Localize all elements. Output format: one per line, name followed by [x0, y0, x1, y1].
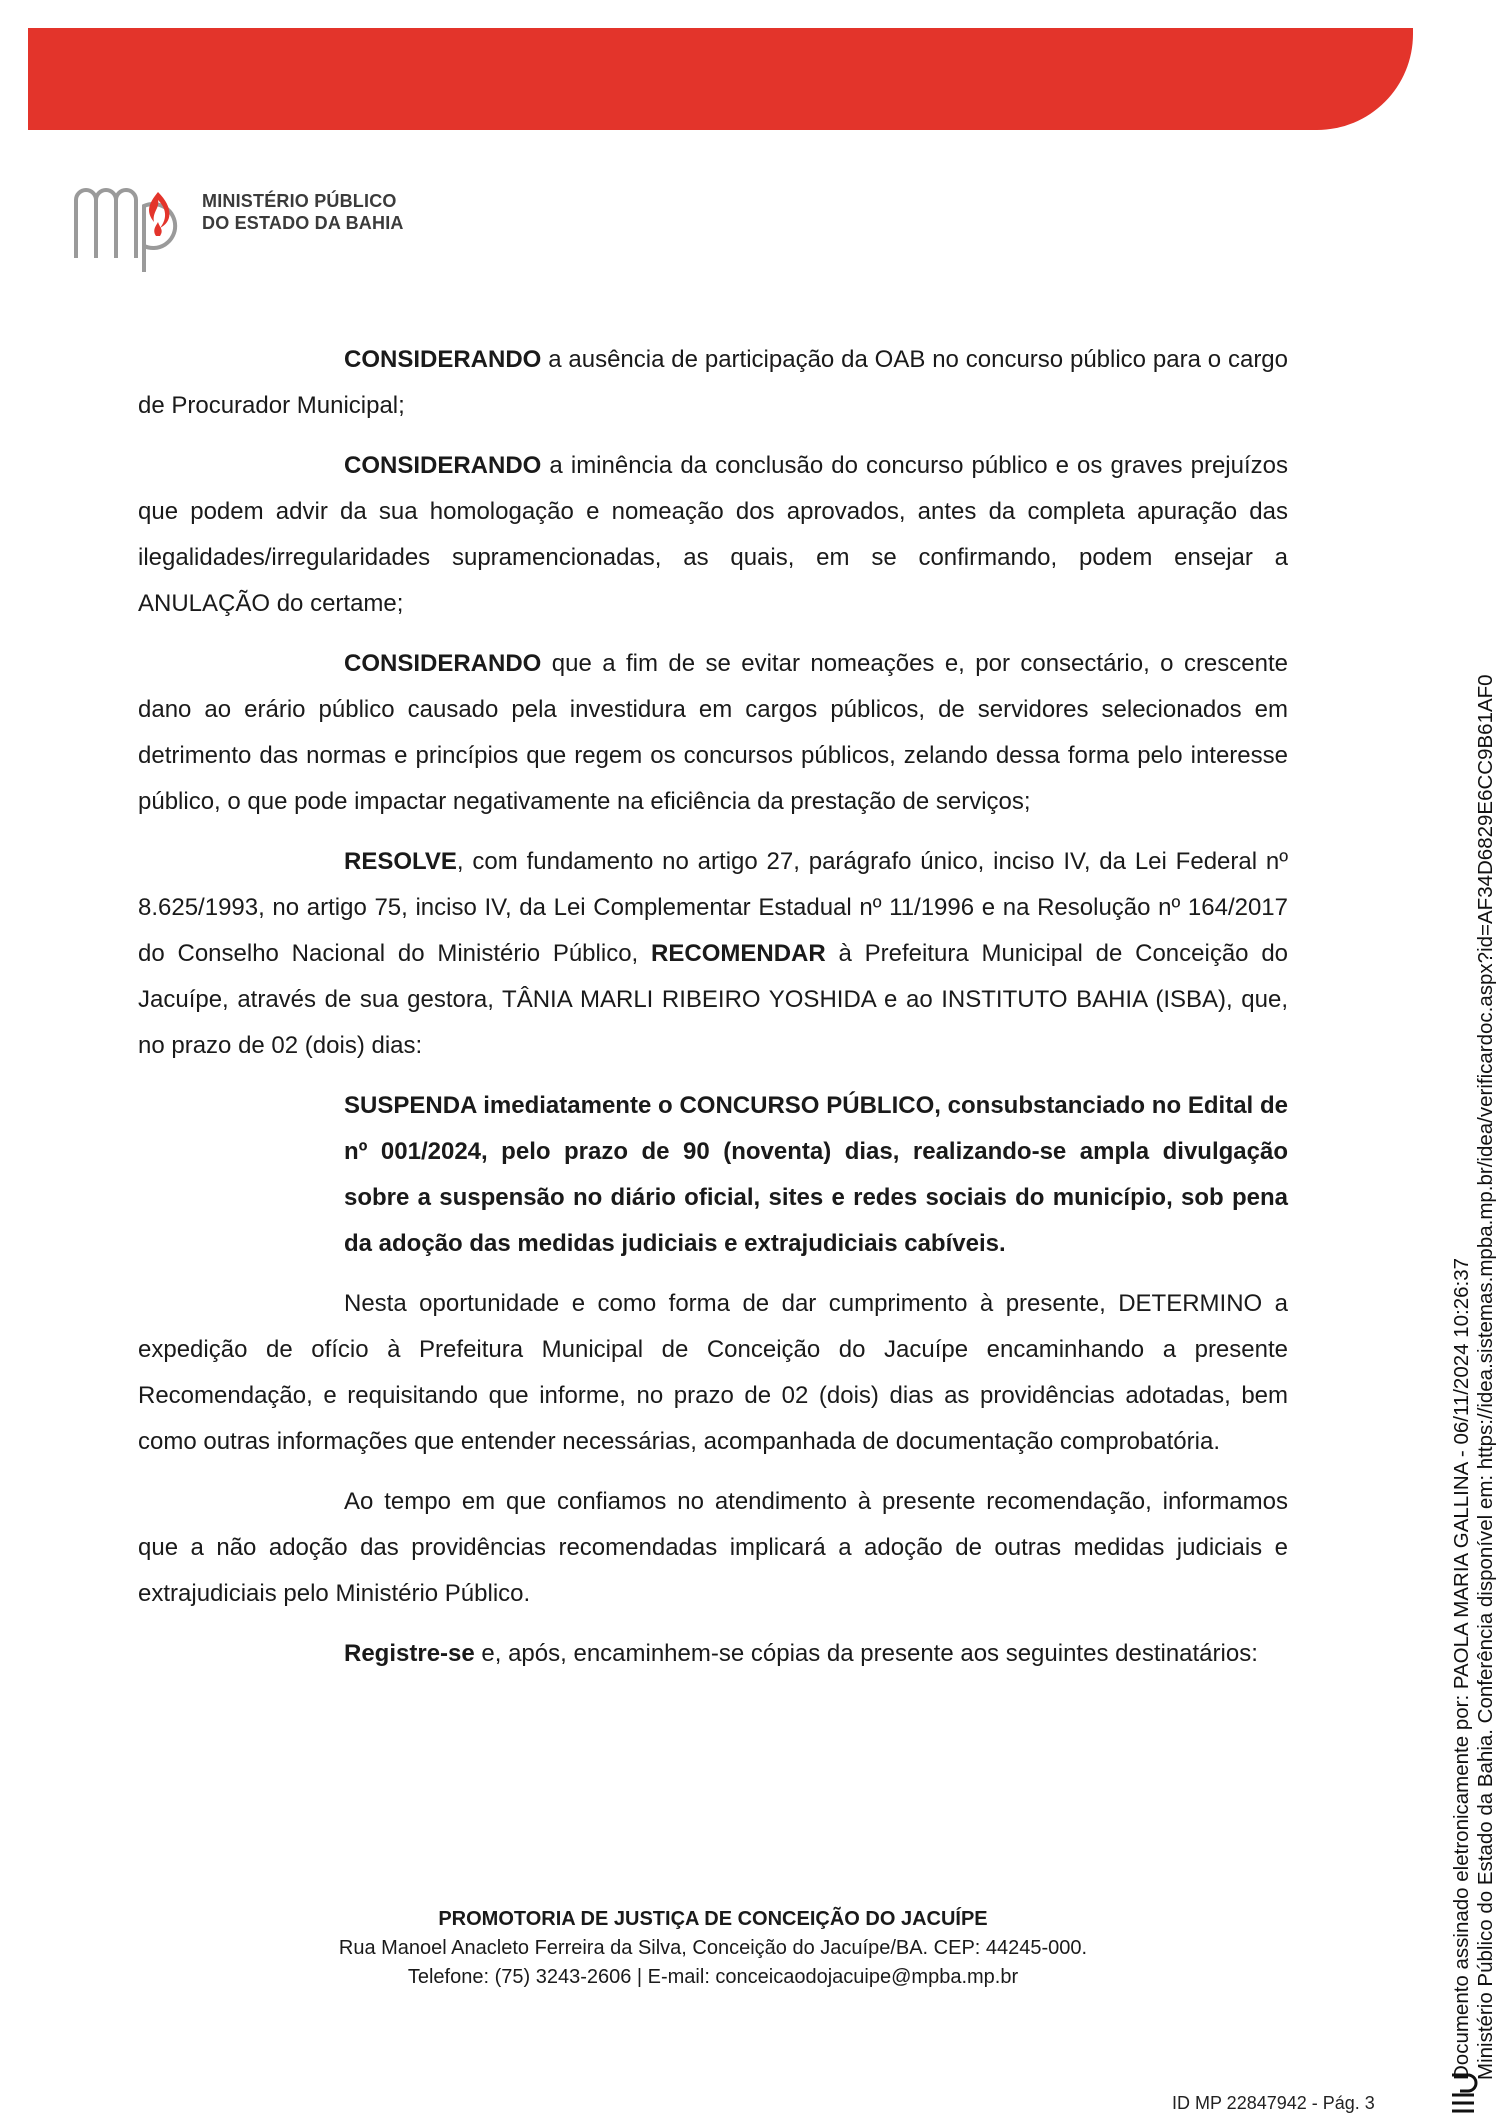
lead-word: CONSIDERANDO	[344, 346, 542, 373]
paragraph-considerando-3	[138, 641, 1288, 825]
paragraph-text: que a fim de se evitar nomeações e, por consectário, o crescente dano ao erário público causado pela investidura em cargos públicos, de servidores selecionados em detrimento das normas e princípios que regem os concursos públicos, zelando dessa forma pelo interesse público, o que pode impactar negativamente na eficiência da prestação de serviços;	[138, 650, 1288, 815]
paragraph-text: à Prefeitura Municipal de Conceição do Jacuípe, através de sua gestora, TÂNIA MARLI RIBEIRO YOSHIDA e ao INSTITUTO BAHIA (ISBA), que, no prazo de 02 (dois) dias:	[138, 940, 1289, 1059]
signature-stamp	[1450, 674, 1498, 2080]
paragraph-text: a ausência de participação da OAB no concurso público para o cargo de Procurador Municipal;	[138, 346, 1288, 419]
lead-word: Registre-se	[344, 1640, 475, 1667]
recomendar-word: RECOMENDAR	[651, 940, 826, 967]
lead-word: CONSIDERANDO	[344, 452, 542, 479]
paragraph-text: e, após, encaminhem-se cópias da presente aos seguintes destinatários:	[474, 1640, 1258, 1667]
org-name	[202, 190, 404, 234]
paragraph-confiamos: Ao tempo em que confiamos no atendimento à presente recomendação, informamos que a não adoção das providências recomendadas implicará a adoção de outras medidas judiciais e extrajudiciais pelo Ministério Público.	[138, 1488, 1288, 1607]
signature-line2: Ministério Público do Estado da Bahia. Conferência disponível em: https://idea.sistemas.mpba.mp.br/idea/verificardoc.aspx?id=AF34D6829E6CC9B61AF0	[1474, 674, 1497, 2080]
paragraph-determino: Nesta oportunidade e como forma de dar cumprimento à presente, DETERMINO a expedição de ofício à Prefeitura Municipal de Conceição do Jacuípe encaminhando a presente Recomendação, e requisitando que informe, no prazo de 02 (dois) dias as providências adotadas, bem como outras informações que entender necessárias, acompanhada de documentação comprobatória.	[138, 1290, 1288, 1455]
lead-word: CONSIDERANDO	[344, 650, 542, 677]
org-name-line2: DO ESTADO DA BAHIA	[202, 213, 404, 233]
page-footer	[138, 1905, 1288, 1992]
org-name-line1: MINISTÉRIO PÚBLICO	[202, 191, 397, 211]
signature-line1: Documento assinado eletronicamente por: PAOLA MARIA GALLINA - 06/11/2024 10:26:37	[1450, 1257, 1473, 2080]
paragraph-resolve	[138, 839, 1288, 1069]
footer-address: Rua Manoel Anacleto Ferreira da Silva, Conceição do Jacuípe/BA. CEP: 44245-000.	[338, 1937, 1088, 1959]
paragraph-suspenda: SUSPENDA imediatamente o CONCURSO PÚBLICO, consubstanciado no Edital de nº 001/2024, pelo prazo de 90 (noventa) dias, realizando-se ampla divulgação sobre a suspensão no diário oficial, sites e redes sociais do município, sob pena da adoção das medidas judiciais e extrajudiciais cabíveis.	[344, 1092, 1288, 1257]
page-id: ID MP 22847942 - Pág. 3	[1172, 2093, 1375, 2113]
mp-logo-icon	[72, 178, 190, 274]
document-body	[138, 337, 1288, 1691]
paragraph-considerando-1	[138, 337, 1288, 429]
header-red-banner	[28, 28, 1413, 130]
paragraph-considerando-2	[138, 443, 1288, 627]
paragraph-text: , com fundamento no artigo 27, parágrafo único, inciso IV, da Lei Federal nº 8.625/1993, no artigo 75, inciso IV, da Lei Complementar Estadual nº 11/1996 e na Resolução nº 164/2017 do Conselho Nacional do Ministério Público,	[138, 848, 1288, 967]
footer-office: PROMOTORIA DE JUSTIÇA DE CONCEIÇÃO DO JACUÍPE	[438, 1908, 988, 1930]
paragraph-registre	[138, 1631, 1288, 1677]
lead-word: RESOLVE	[344, 848, 457, 875]
mpba-logo	[72, 178, 412, 278]
footer-contact: Telefone: (75) 3243-2606 | E-mail: conceicaodojacuipe@mpba.mp.br	[407, 1966, 1019, 1988]
paragraph-text: a iminência da conclusão do concurso público e os graves prejuízos que podem advir da sua homologação e nomeação dos aprovados, antes da completa apuração das ilegalidades/irregularidades supramencionadas, as quais, em se confirmando, podem ensejar a ANULAÇÃO do certame;	[138, 452, 1288, 617]
